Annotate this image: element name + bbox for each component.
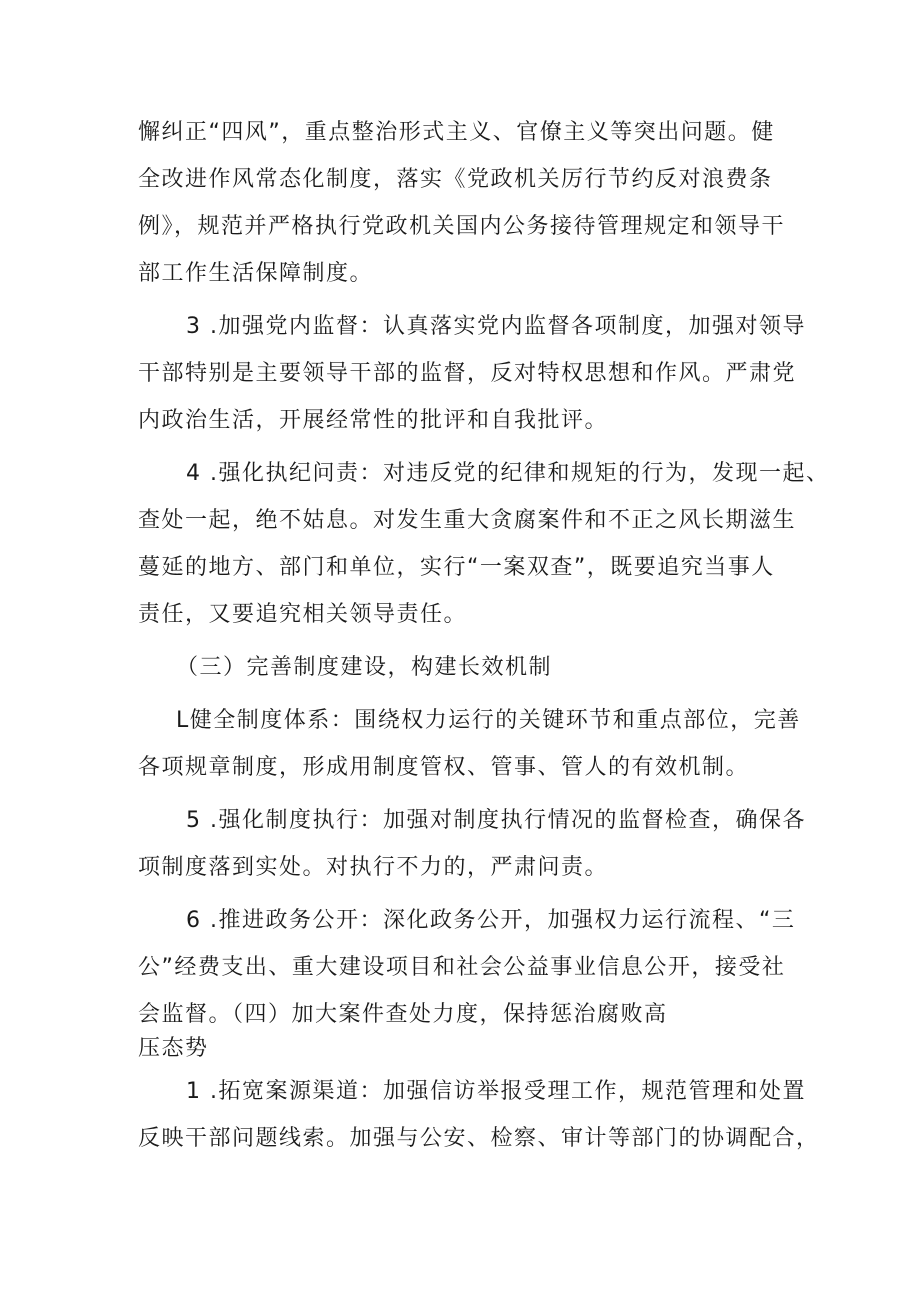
section-heading: （三）完善制度建设，构建长效机制 bbox=[176, 655, 553, 680]
text-line: L健全制度体系：围绕权力运行的关键环节和重点部位，完善 bbox=[176, 708, 801, 733]
text-line: 反映干部问题线索。加强与公安、检察、审计等部门的协调配合， bbox=[138, 1126, 820, 1151]
text-line: 各项规章制度，形成用制度管权、管事、管人的有效机制。 bbox=[138, 755, 750, 780]
text-line: 4 .强化执纪问责：对违反党的纪律和规矩的行为，发现一起、 bbox=[186, 461, 830, 486]
text-line: 5 .强化制度执行：加强对制度执行情况的监督检查，确保各 bbox=[186, 808, 806, 833]
text-line: 公”经费支出、重大建设项目和社会公益事业信息公开，接受社 bbox=[138, 955, 786, 980]
text-line: 部工作生活保障制度。 bbox=[138, 261, 374, 286]
text-line: 6 .推进政务公开：深化政务公开，加强权力运行流程、“三 bbox=[186, 908, 796, 933]
text-line: 全改进作风常态化制度，落实《党政机关厉行节约反对浪费条 bbox=[138, 167, 773, 192]
text-line: 例》，规范并严格执行党政机关国内公务接待管理规定和领导干 bbox=[138, 214, 786, 239]
text-line: 会监督。（四）加大案件查处力度，保持惩治腐败高 bbox=[138, 1002, 668, 1027]
text-line: 蔓延的地方、部门和单位，实行“一案双查”，既要追究当事人 bbox=[138, 555, 775, 580]
text-line: 1 .拓宽案源渠道：加强信访举报受理工作，规范管理和处置 bbox=[186, 1079, 806, 1104]
text-line: 内政治生活，开展经常性的批评和自我批评。 bbox=[138, 408, 609, 433]
text-line: 责任，又要追究相关领导责任。 bbox=[138, 602, 468, 627]
text-line: 项制度落到实处。对执行不力的，严肃问责。 bbox=[138, 855, 609, 880]
text-line: 压态势 bbox=[138, 1036, 209, 1061]
text-line: 3 .加强党内监督：认真落实党内监督各项制度，加强对领导 bbox=[186, 314, 806, 339]
text-line: 查处一起，绝不姑息。对发生重大贪腐案件和不正之风长期滋生 bbox=[138, 508, 797, 533]
text-line: 懈纠正“四风”，重点整治形式主义、官僚主义等突出问题。健 bbox=[138, 120, 775, 145]
text-line: 干部特别是主要领导干部的监督，反对特权思想和作风。严肃党 bbox=[138, 361, 797, 386]
